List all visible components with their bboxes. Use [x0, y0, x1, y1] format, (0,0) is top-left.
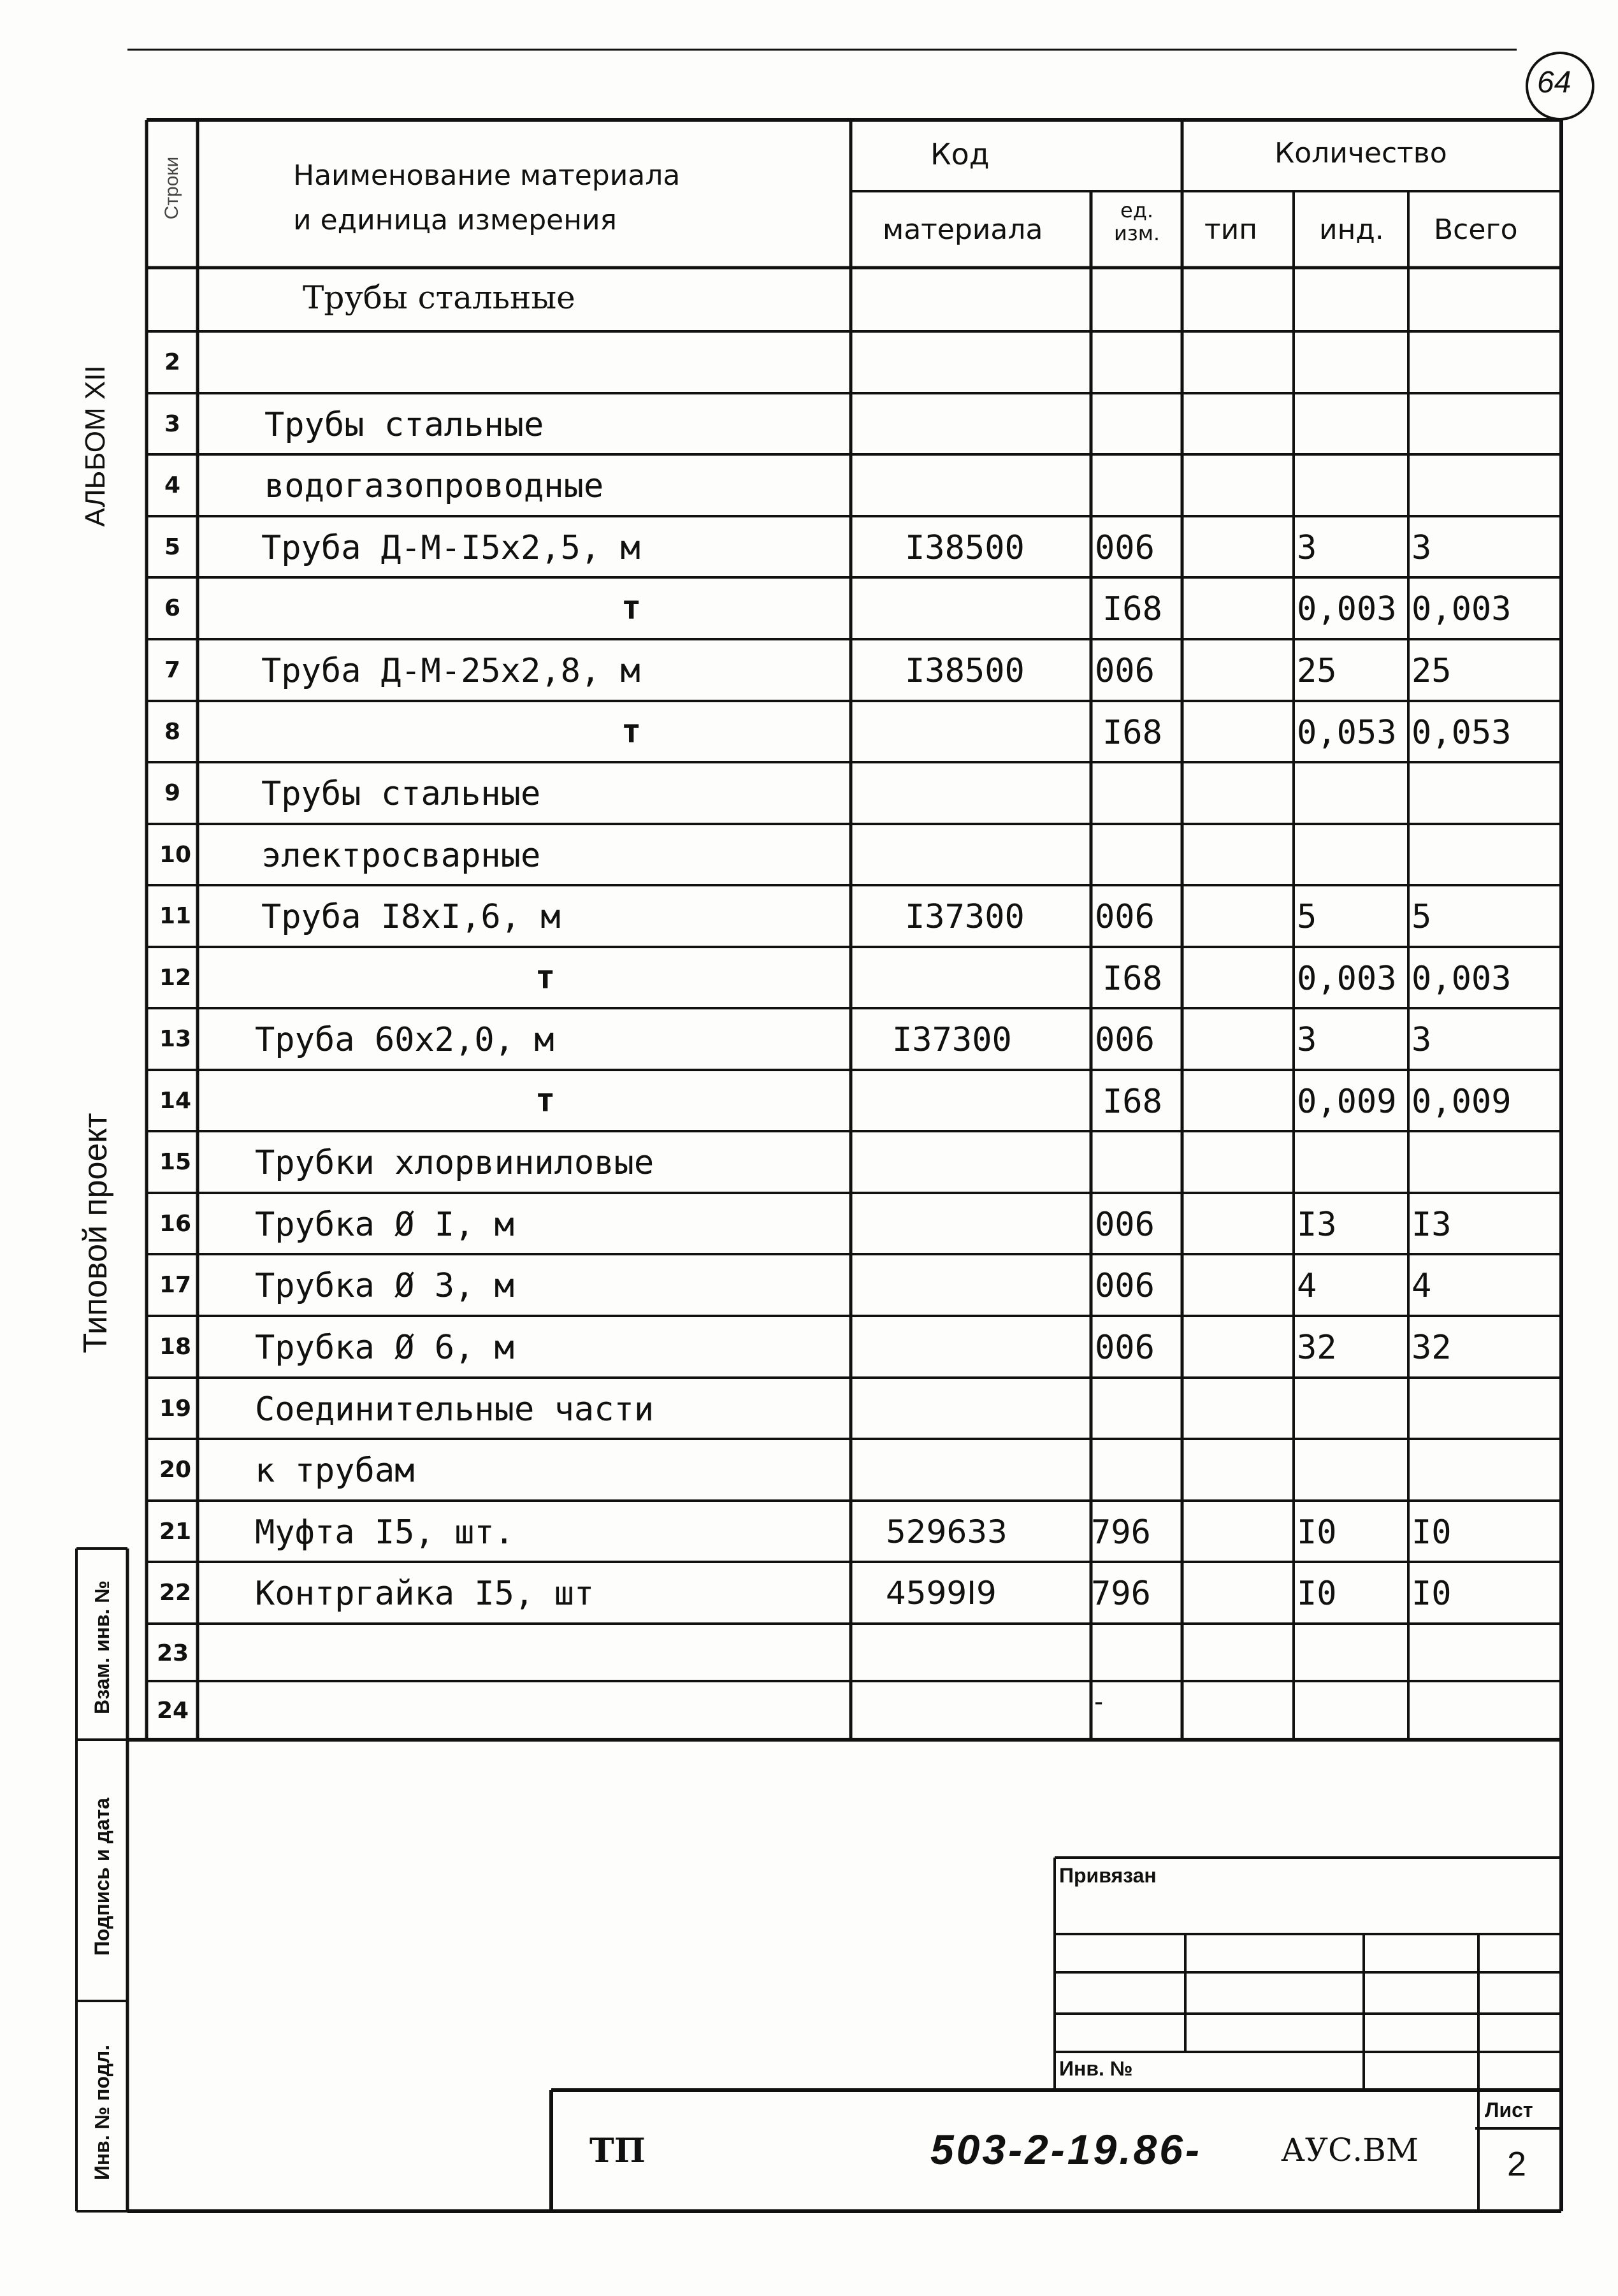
- qty-total: 0,053: [1412, 714, 1512, 752]
- ind-header: инд.: [1319, 213, 1384, 246]
- material-name: т: [621, 712, 642, 751]
- typ-header: тип: [1204, 213, 1257, 246]
- project-label: Типовой проект: [77, 1113, 114, 1354]
- qty-ind: I0: [1297, 1513, 1337, 1552]
- material-name: Контргайка I5, шт: [255, 1575, 595, 1613]
- material-code: 529633: [886, 1513, 1008, 1550]
- table-row: [0, 1316, 1618, 1378]
- material-name: Труба Д-М-I5х2,5, м: [261, 529, 640, 567]
- row-number: 20: [159, 1457, 192, 1483]
- material-code: I38500: [905, 529, 1025, 567]
- qty-ind: I0: [1297, 1575, 1337, 1613]
- table-row: [0, 701, 1618, 762]
- sheet-number: 2: [1507, 2145, 1527, 2183]
- unit-code: 006: [1095, 652, 1155, 690]
- qty-ind: 0,003: [1297, 590, 1397, 628]
- table-row: [0, 1378, 1618, 1439]
- row-number: 3: [164, 411, 181, 437]
- row-number: 7: [164, 657, 181, 683]
- row-number: 23: [157, 1640, 189, 1666]
- material-code: 4599I9: [886, 1575, 997, 1612]
- unit-code: 006: [1095, 1021, 1155, 1059]
- qty-total: 0,009: [1412, 1083, 1512, 1121]
- row-number: 11: [159, 903, 192, 929]
- material-name: Трубы стальные: [264, 406, 544, 444]
- row-number: 16: [159, 1211, 192, 1237]
- unit-code: 796: [1091, 1575, 1151, 1613]
- table-row: [0, 762, 1618, 824]
- album-label: АЛЬБОМ XII: [80, 365, 111, 527]
- row-number: 19: [159, 1396, 192, 1422]
- material-name: Трубки хлорвиниловые: [255, 1144, 654, 1182]
- qty-ind: 25: [1297, 652, 1337, 690]
- unit-code: 006: [1095, 898, 1155, 936]
- qty-ind: 0,009: [1297, 1083, 1397, 1121]
- material-name: Трубка Ø 6, м: [255, 1329, 514, 1367]
- table-row: [0, 1562, 1618, 1624]
- table-row: [0, 1008, 1618, 1070]
- qty-ind: I3: [1297, 1206, 1337, 1244]
- rows-label: Строки: [161, 156, 182, 220]
- qty-total: 3: [1412, 1021, 1432, 1059]
- qty-ind: 0,053: [1297, 714, 1397, 752]
- row-number: 9: [164, 780, 181, 806]
- table-row: [0, 268, 1618, 331]
- table-row: [0, 1681, 1618, 1740]
- row-number: 2: [164, 349, 181, 375]
- qty-ind: 0,003: [1297, 960, 1397, 998]
- table-row: [0, 1501, 1618, 1562]
- row-number: 21: [159, 1519, 192, 1545]
- name-header-line2: и единица измерения: [293, 204, 618, 236]
- qty-ind: 4: [1297, 1267, 1317, 1305]
- row-number: 24: [157, 1698, 189, 1724]
- qty-total: 5: [1412, 898, 1432, 936]
- material-code: I38500: [905, 652, 1025, 690]
- qty-total: 32: [1412, 1329, 1452, 1367]
- stamp-podpis: Подпись и дата: [90, 1798, 113, 1956]
- qty-total: 0,003: [1412, 960, 1512, 998]
- row-number: 4: [164, 472, 181, 498]
- qty-total: 4: [1412, 1267, 1432, 1305]
- tp-label: ТП: [589, 2132, 646, 2170]
- unit-code: I68: [1102, 960, 1162, 998]
- total-header: Всего: [1434, 213, 1518, 246]
- material-name: Труба 60х2,0, м: [255, 1021, 554, 1059]
- material-code: I37300: [892, 1021, 1012, 1059]
- material-name: к трубам: [255, 1452, 415, 1490]
- material-name: Соединительные части: [255, 1390, 654, 1429]
- unit-code: I68: [1102, 590, 1162, 628]
- material-name: Трубка Ø 3, м: [255, 1267, 514, 1305]
- privyazan-label: Привязан: [1059, 1864, 1157, 1887]
- code-header: Код: [930, 137, 990, 171]
- stamp-inv-podl: Инв. № подл.: [90, 2044, 113, 2181]
- qty-ind: 32: [1297, 1329, 1337, 1367]
- table-row: [0, 639, 1618, 701]
- unit-code: -: [1091, 1687, 1107, 1717]
- name-header-line1: Наименование материала: [293, 159, 681, 192]
- material-name: Трубка Ø I, м: [255, 1206, 514, 1244]
- qty-total: 0,003: [1412, 590, 1512, 628]
- qty-total: I0: [1412, 1513, 1452, 1552]
- material-name: Трубы стальные: [261, 775, 541, 813]
- table-row: [0, 454, 1618, 516]
- row-number: 13: [159, 1026, 192, 1052]
- material-name: т: [535, 1081, 556, 1120]
- row-number: 22: [159, 1580, 192, 1606]
- unit-header: ед. изм.: [1113, 198, 1160, 245]
- unit-code: 006: [1095, 1206, 1155, 1244]
- table-row: [0, 393, 1618, 454]
- row-number: 14: [159, 1088, 192, 1114]
- unit-code: I68: [1102, 714, 1162, 752]
- page-number: 64: [1537, 66, 1571, 99]
- material-header: материала: [883, 213, 1043, 246]
- quantity-header: Количество: [1275, 137, 1447, 170]
- document-suffix: АУС.ВМ: [1281, 2132, 1419, 2169]
- document-designation: 503-2-19.86-: [930, 2126, 1202, 2173]
- material-name: Труба Д-М-25х2,8, м: [261, 652, 640, 690]
- qty-total: 25: [1412, 652, 1452, 690]
- qty-ind: 3: [1297, 1021, 1317, 1059]
- qty-ind: 3: [1297, 529, 1317, 567]
- material-name: Муфта I5, шт.: [255, 1513, 514, 1552]
- table-row: [0, 577, 1618, 639]
- unit-code: 006: [1095, 1267, 1155, 1305]
- row-number: 12: [159, 965, 192, 991]
- table-row: [0, 885, 1618, 947]
- stamp-vzam: Взам. инв. №: [90, 1580, 113, 1714]
- unit-code: 796: [1091, 1513, 1151, 1552]
- table-row: [0, 1624, 1618, 1681]
- row-number: 15: [159, 1149, 192, 1175]
- material-code: I37300: [905, 898, 1025, 936]
- row-number: 5: [164, 534, 181, 560]
- row-number: 17: [159, 1272, 192, 1298]
- row-number: 18: [159, 1334, 192, 1360]
- material-name: водогазопроводные: [264, 467, 604, 505]
- table-row: [0, 1254, 1618, 1316]
- unit-code: I68: [1102, 1083, 1162, 1121]
- table-row: [0, 947, 1618, 1008]
- table-row: [0, 516, 1618, 577]
- qty-ind: 5: [1297, 898, 1317, 936]
- qty-total: 3: [1412, 529, 1432, 567]
- table-row: [0, 331, 1618, 393]
- material-name: электросварные: [261, 837, 541, 875]
- material-name: т: [535, 958, 556, 997]
- table-row: [0, 1439, 1618, 1501]
- qty-total: I3: [1412, 1206, 1452, 1244]
- row-number: 10: [159, 842, 192, 868]
- row-number: 8: [164, 719, 181, 745]
- table-row: [0, 1193, 1618, 1254]
- inv-no-label: Инв. №: [1059, 2057, 1133, 2080]
- table-row: [0, 1131, 1618, 1193]
- material-name: Трубы стальные: [303, 279, 575, 316]
- material-name: Труба I8хI,6, м: [261, 898, 561, 936]
- row-number: 6: [164, 595, 181, 621]
- qty-total: I0: [1412, 1575, 1452, 1613]
- unit-code: 006: [1095, 529, 1155, 567]
- unit-code: 006: [1095, 1329, 1155, 1367]
- table-row: [0, 824, 1618, 885]
- material-name: т: [621, 589, 642, 627]
- sheet-label: Лист: [1485, 2098, 1533, 2121]
- table-row: [0, 1070, 1618, 1131]
